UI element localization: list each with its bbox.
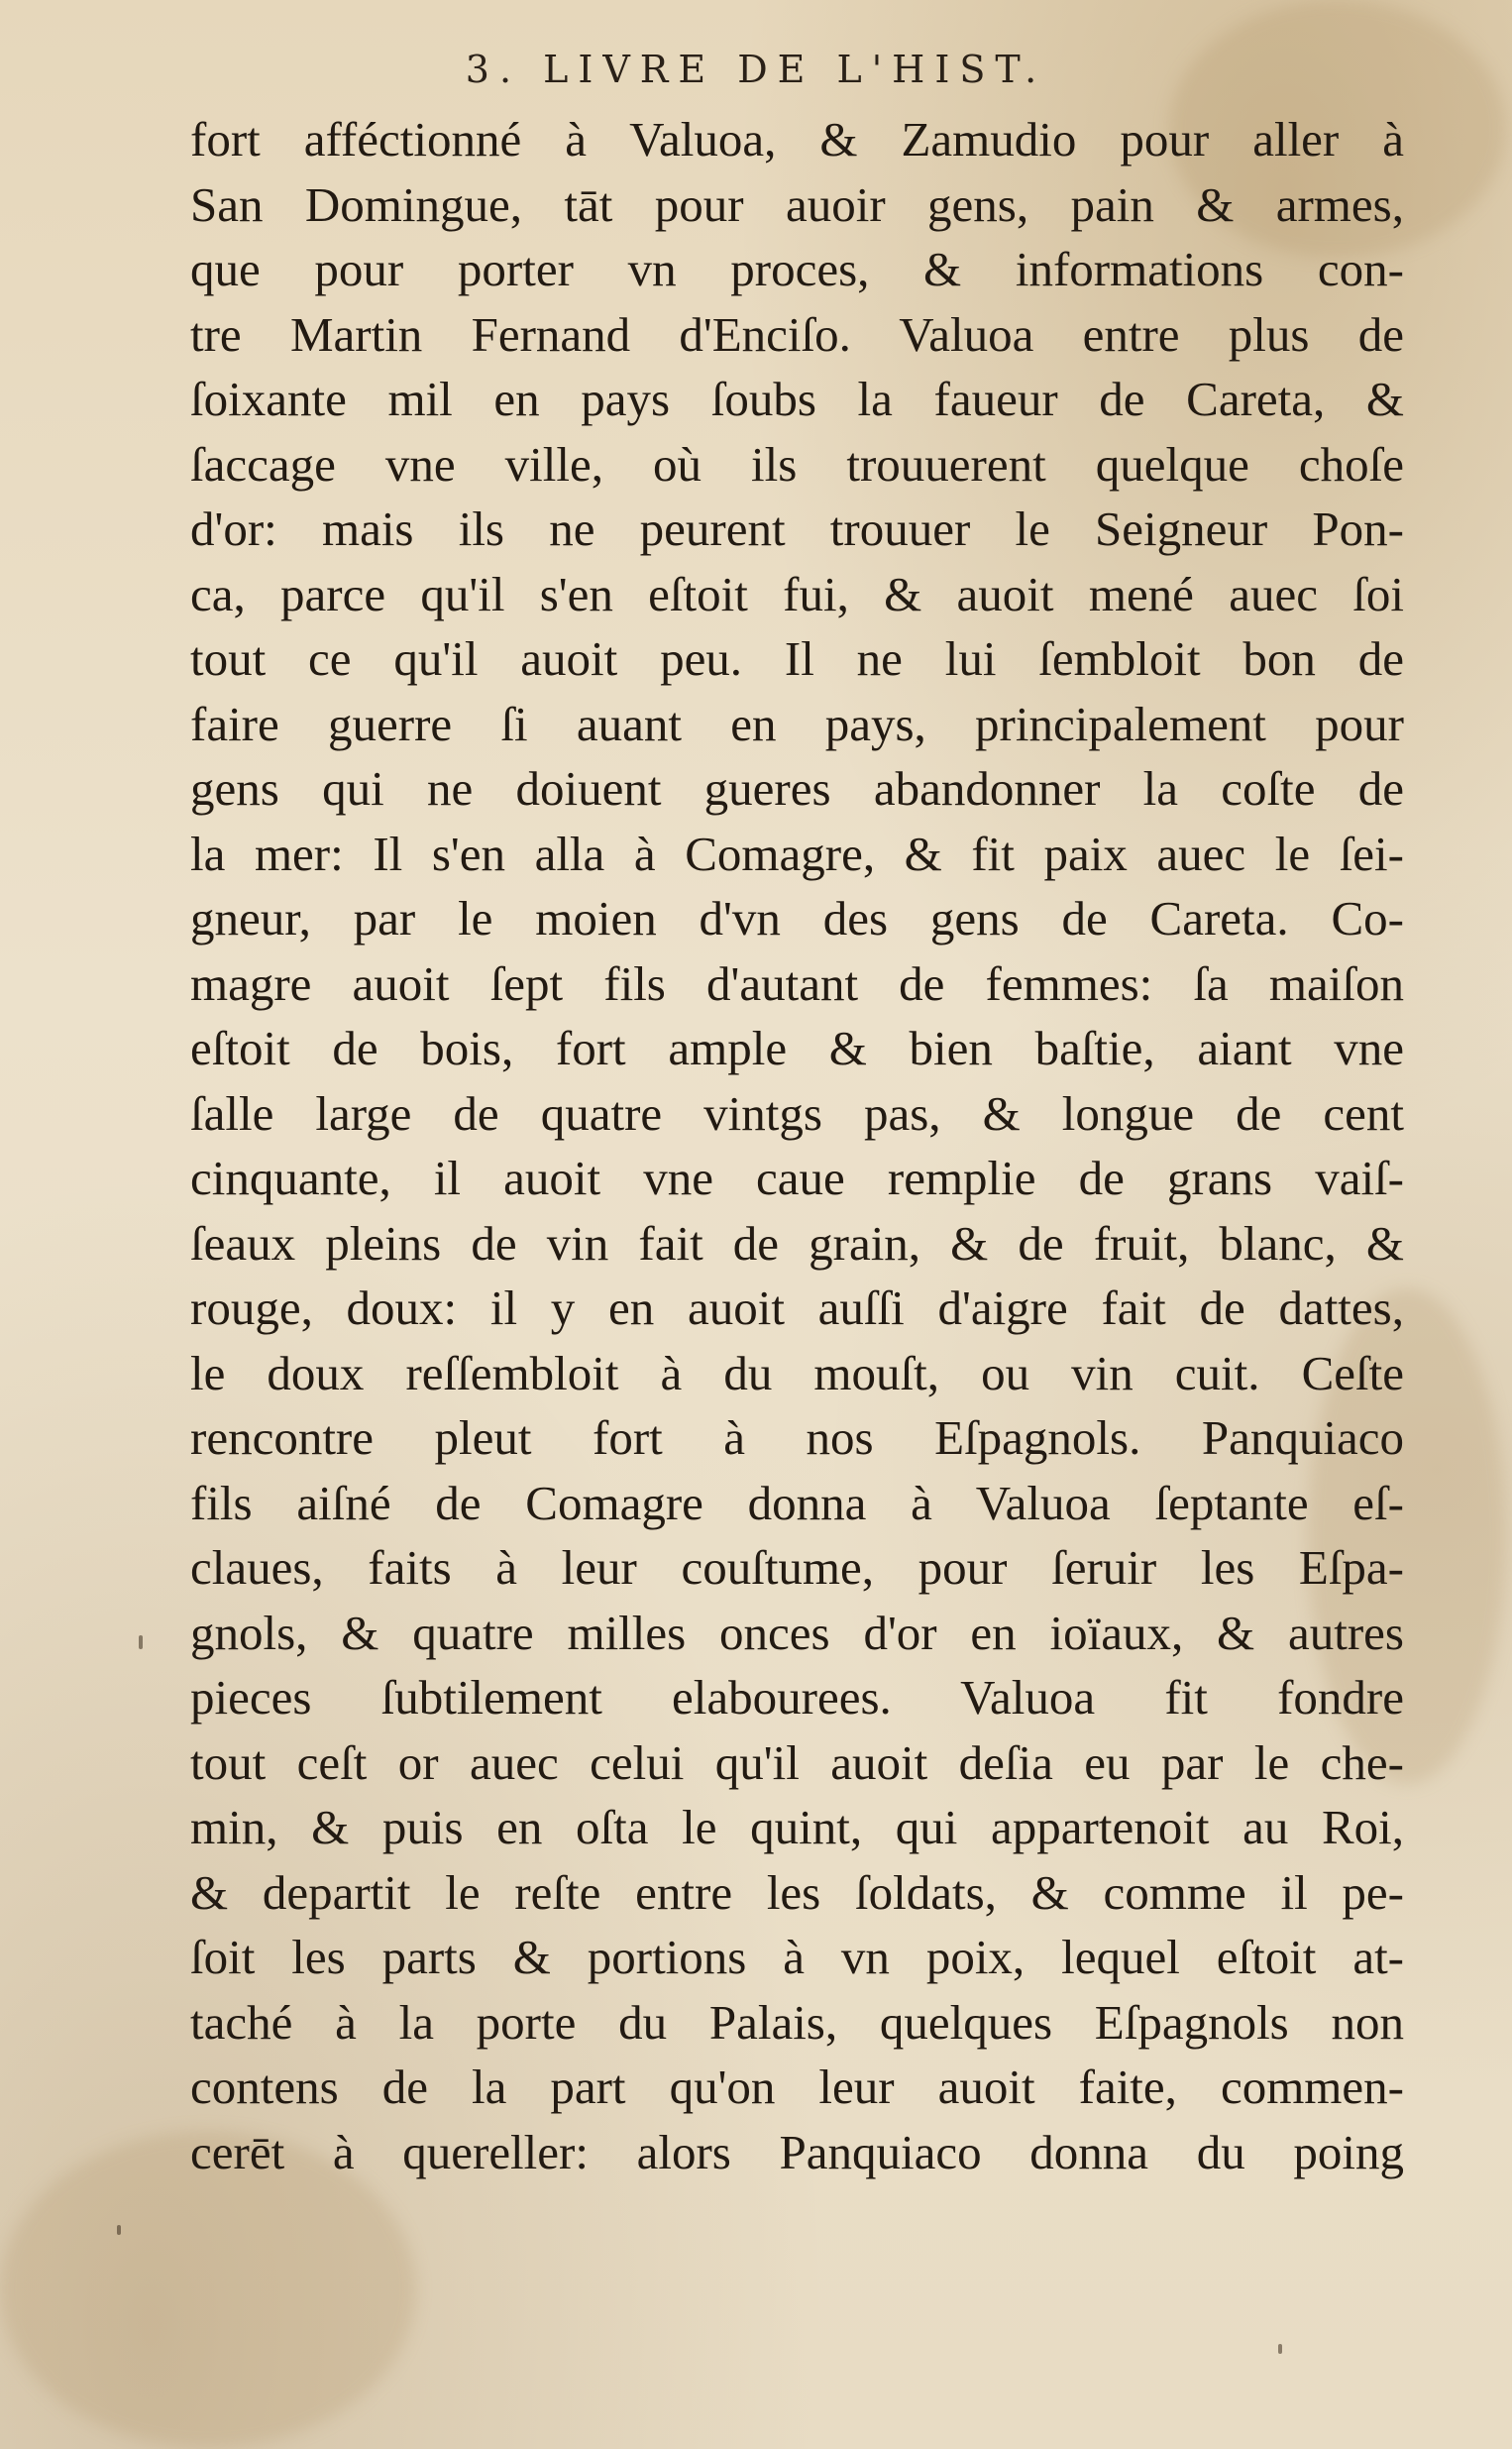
text-line: ſeaux pleins de vin fait de grain, & de fruit, blanc, & <box>190 1215 1404 1271</box>
text-line: ſoit les parts & portions à vn poix, lequel eſtoit at- <box>190 1930 1404 1984</box>
margin-mark <box>117 2225 121 2235</box>
text-line: eſtoit de bois, fort ample & bien baſtie, aiant vne <box>190 1021 1404 1075</box>
text-line: contens de la part qu'on leur auoit faite, commen- <box>190 2059 1404 2114</box>
text-line: ſaccage vne ville, où ils trouuerent quelque choſe <box>190 436 1404 492</box>
text-line: d'or: mais ils ne peurent trouuer le Seigneur Pon- <box>190 501 1404 556</box>
text-line: ſalle large de quatre vintgs pas, & longue de cent <box>190 1085 1404 1141</box>
text-line: gneur, par le moien d'vn des gens de Careta. Co- <box>190 891 1404 946</box>
text-line: claues, faits à leur couſtume, pour ſeruir les Eſpa- <box>190 1540 1404 1595</box>
text-line: & departit le reſte entre les ſoldats, & comme il pe- <box>190 1864 1404 1920</box>
text-line: taché à la porte du Palais, quelques Eſpagnols non <box>190 1994 1404 2050</box>
margin-mark <box>139 1635 143 1649</box>
text-line: fils aiſné de Comagre donna à Valuoa ſeptante eſ- <box>190 1475 1404 1530</box>
text-line: min, & puis en oſta le quint, qui appartenoit au Roi, <box>190 1800 1404 1854</box>
text-line: le doux reſſembloit à du mouſt, ou vin cuit. Ceſte <box>190 1345 1404 1400</box>
text-line: tout ce qu'il auoit peu. Il ne lui ſembloit bon de <box>190 631 1404 686</box>
text-line: magre auoit ſept fils d'autant de femmes: ſa maiſon <box>190 955 1404 1011</box>
text-line: pieces ſubtilement elabourees. Valuoa fit fondre <box>190 1670 1404 1725</box>
running-head: 3. LIVRE DE L'HIST. <box>465 48 1047 91</box>
text-line: tre Martin Fernand d'Enciſo. Valuoa entre plus de <box>190 306 1404 362</box>
text-line: tout ceſt or auec celui qu'il auoit deſia eu par le che- <box>190 1734 1404 1790</box>
text-line: faire guerre ſi auant en pays, principalement pour <box>190 696 1404 751</box>
text-line: San Domingue, tāt pour auoir gens, pain & armes, <box>190 176 1404 232</box>
text-line: ca, parce qu'il s'en eſtoit fui, & auoit mené auec ſoi <box>190 566 1404 621</box>
text-line: cerēt à quereller: alors Panquiaco donna du poing <box>190 2124 1404 2179</box>
text-line: rencontre pleut fort à nos Eſpagnols. Panquiaco <box>190 1410 1404 1465</box>
text-line: ſoixante mil en pays ſoubs la faueur de Careta, & <box>190 372 1404 426</box>
margin-mark <box>1278 2344 1282 2354</box>
text-line: rouge, doux: il y en auoit auſſi d'aigre fait de dattes, <box>190 1280 1404 1335</box>
text-line: gens qui ne doiuent gueres abandonner la coſte de <box>190 761 1404 816</box>
text-line: fort afféctionné à Valuoa, & Zamudio pour aller à <box>190 112 1404 167</box>
text-line: que pour porter vn proces, & informations con- <box>190 242 1404 296</box>
body-text <box>190 107 1404 2184</box>
text-line: gnols, & quatre milles onces d'or en ioïaux, & autres <box>190 1605 1404 1660</box>
text-line: cinquante, il auoit vne caue remplie de grans vaiſ- <box>190 1151 1404 1205</box>
text-line: la mer: Il s'en alla à Comagre, & fit paix auec le ſei- <box>190 826 1404 881</box>
